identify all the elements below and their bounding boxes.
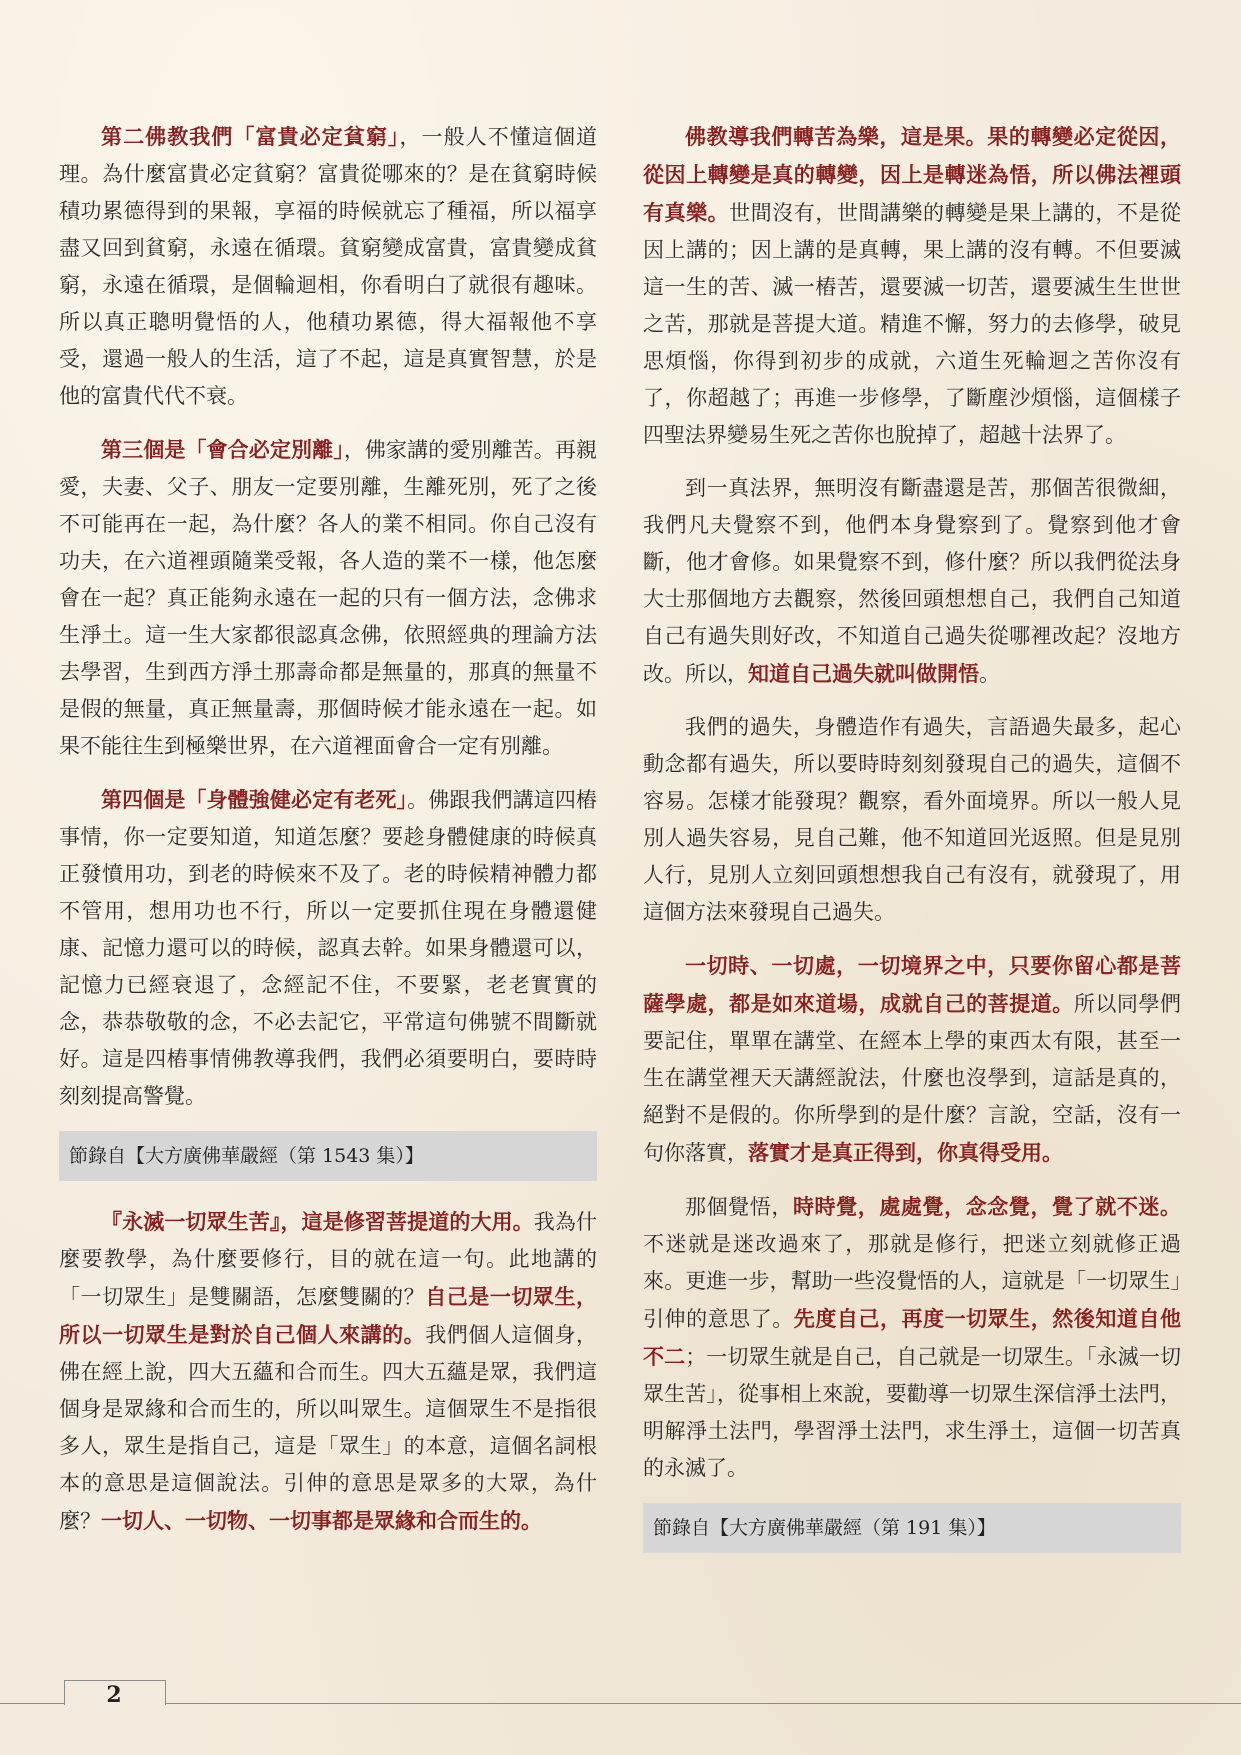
body-text: 到一真法界，無明沒有斷盡還是苦，那個苦很微細，我們凡夫覺察不到，他們本身覺察到了。覺察到他才會斷，他才會修。如果覺察不到，修什麼？所以我們從法身大士那個地方去觀察，然後回頭想想自己，我們自己知道自己有過失則好改，不知道自己過失從哪裡改起？沒地方改。所以， — [643, 476, 1181, 686]
body-text: 我們的過失，身體造作有過失，言語過失最多，起心動念都有過失，所以要時時刻刻發現自己的過失，這個不容易。怎樣才能發現？觀察，看外面境界。所以一般人見別人過失容易，見自己難，他不知道回光返照。但是見別人行，見別人立刻回頭想想我自己有沒有，就發現了，用這個方法來發現自己過失。 — [643, 715, 1181, 924]
body-text: 那個覺悟， — [685, 1195, 793, 1219]
right-column — [643, 118, 1181, 1575]
highlight-text: 『永滅一切眾生苦』，這是修習菩提道的大用。 — [101, 1209, 534, 1234]
body-text: 。 — [979, 662, 1000, 686]
body-text: 我為什麼要教學，為什麼要修行，目的就在這一句。此地講的「一切眾生」是雙關語，怎麼雙關的？ — [59, 1210, 597, 1309]
highlight-text: 落實才是真正得到，你真得受用。 — [748, 1140, 1063, 1165]
paragraph — [59, 781, 597, 1115]
paragraph — [643, 1188, 1181, 1487]
body-text: 。佛跟我們講這四樁事情，你一定要知道，知道怎麼？要趁身體健康的時候真正發憤用功，到老的時候來不及了。老的時候精神體力都不管用，想用功也不行，所以一定要抓住現在身體還健康、記憶力還可以的時候，認真去幹。如果身體還可以，記憶力已經衰退了，念經記不住，不要緊，老老實實的念，恭恭敬敬的念，不必去記它，平常這句佛號不間斷就好。這是四樁事情佛教導我們，我們必須要明白，要時時刻刻提高警覺。 — [59, 788, 598, 1108]
page-number: 2 — [106, 1682, 122, 1708]
body-text: 所以同學們要記住，單單在講堂、在經本上學的東西太有限，甚至一生在講堂裡天天講經說法，什麼也沒學到，這話是真的，絕對不是假的。你所學到的是什麼？言說，空話，沒有一句你落實， — [643, 992, 1182, 1165]
body-text: ；一切眾生就是自己，自己就是一切眾生。「永滅一切眾生苦」，從事相上來說，要勸導一切眾生深信淨土法門，明解淨土法門，學習淨土法門，求生淨土，這個一切苦真的永滅了。 — [643, 1345, 1182, 1480]
body-text: 世間沒有，世間講樂的轉變是果上講的，不是從因上講的；因上講的是真轉，果上講的沒有轉。不但要滅這一生的苦、滅一樁苦，還要滅一切苦，還要滅生生世世之苦，那就是菩提大道。精進不懈，努力的去修學，破見思煩惱，你得到初步的成就，六道生死輪迴之苦你沒有了，你超越了；再進一步修學，了斷塵沙煩惱，這個樣子四聖法界變易生死之苦你也脫掉了，超越十法界了。 — [643, 201, 1182, 447]
left-column — [59, 118, 597, 1556]
highlight-text: 第三個是「會合必定別離」 — [101, 437, 344, 462]
source-citation: 節錄自【大方廣佛華嚴經（第 191 集）】 — [643, 1503, 1181, 1553]
source-citation: 節錄自【大方廣佛華嚴經（第 1543 集）】 — [59, 1131, 597, 1181]
highlight-text: 先度自己，再度一切眾生，然後知道自他不二 — [643, 1306, 1182, 1369]
paragraph — [59, 118, 597, 415]
paragraph — [59, 1203, 597, 1540]
highlight-text: 一切時、一切處，一切境界之中，只要你留心都是菩薩學處，都是如來道場，成就自己的菩提道。 — [643, 953, 1181, 1016]
highlight-text: 第二佛教我們「富貴必定貧窮」 — [101, 124, 400, 149]
footer-divider — [0, 1703, 1241, 1704]
body-text: ，一般人不懂這個道理。為什麼富貴必定貧窮？富貴從哪來的？是在貧窮時候積功累德得到的果報，享福的時候就忘了種福，所以福享盡又回到貧窮，永遠在循環。貧窮變成富貴，富貴變成貧窮，永遠在循環，是個輪迴相，你看明白了就很有趣味。所以真正聰明覺悟的人，他積功累德，得大福報他不享受，還過一般人的生活，這了不起，這是真實智慧，於是他的富貴代代不衰。 — [59, 125, 598, 408]
paragraph — [643, 470, 1181, 693]
body-text: 不迷就是迷改過來了，那就是修行，把迷立刻就修正過來。更進一步，幫助一些沒覺悟的人，這就是「一切眾生」引伸的意思了。 — [643, 1232, 1181, 1331]
body-text: 我們個人這個身，佛在經上說，四大五蘊和合而生。四大五蘊是眾，我們這個身是眾緣和合而生的，所以叫眾生。這個眾生不是指很多人，眾生是指自己，這是「眾生」的本意，這個名詞根本的意思是這個說法。引伸的意思是眾多的大眾，為什麼？ — [59, 1323, 598, 1533]
paragraph — [643, 947, 1181, 1172]
highlight-text: 知道自己過失就叫做開悟 — [748, 661, 979, 686]
highlight-text: 佛教導我們轉苦為樂，這是果。果的轉變必定從因，從因上轉變是真的轉變，因上是轉迷為悟，所以佛法裡頭有真樂。 — [643, 124, 1181, 225]
highlight-text: 第四個是「身體強健必定有老死」 — [101, 787, 408, 812]
paragraph — [643, 118, 1181, 454]
highlight-text: 一切人、一切物、一切事都是眾緣和合而生的。 — [101, 1508, 542, 1533]
paragraph — [643, 709, 1181, 931]
paragraph — [59, 431, 597, 765]
highlight-text: 自己是一切眾生，所以一切眾生是對於自己個人來講的。 — [59, 1284, 598, 1347]
body-text: ，佛家講的愛別離苦。再親愛，夫妻、父子、朋友一定要別離，生離死別，死了之後不可能再在一起，為什麼？各人的業不相同。你自己沒有功夫，在六道裡頭隨業受報，各人造的業不一樣，他怎麼會在一起？真正能夠永遠在一起的只有一個方法，念佛求生淨土。這一生大家都很認真念佛，依照經典的理論方法去學習，生到西方淨土那壽命都是無量的，那真的無量不是假的無量，真正無量壽，那個時候才能永遠在一起。如果不能往生到極樂世界，在六道裡面會合一定有別離。 — [59, 438, 598, 758]
highlight-text: 時時覺，處處覺，念念覺，覺了就不迷。 — [792, 1194, 1182, 1219]
